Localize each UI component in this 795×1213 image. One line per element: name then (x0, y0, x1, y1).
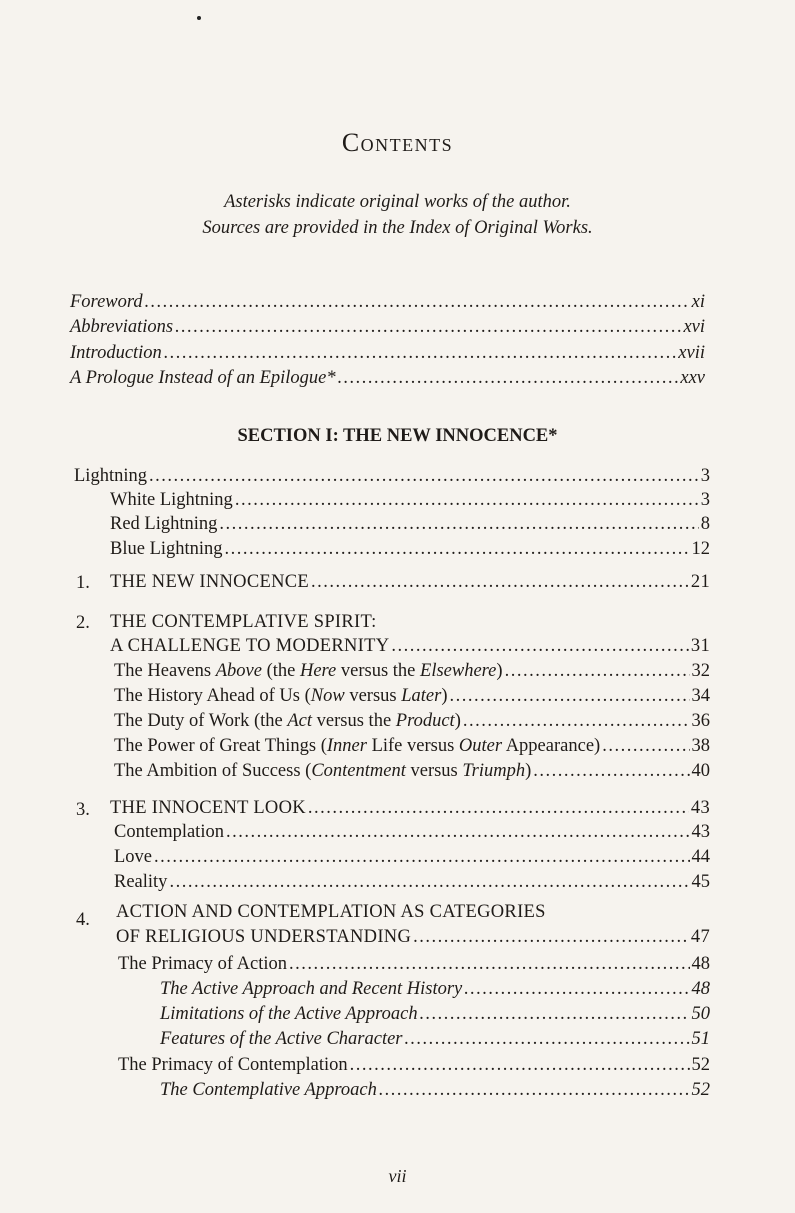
chapter-number: 4. (76, 910, 90, 930)
toc-entry-primacy-of-action[interactable]: The Primacy of Action ..... 48 (118, 952, 710, 976)
toc-entry-ambition-of-success[interactable]: The Ambition of Success (Contentment versus Triumph) ..... 40 (114, 759, 710, 783)
toc-entry-introduction[interactable]: Introduction ..... xvii (70, 341, 705, 365)
toc-entry-foreword[interactable]: Foreword ..... xi (70, 290, 705, 314)
toc-entry-chapter-3[interactable]: THE INNOCENT LOOK ..... 43 (110, 796, 710, 820)
toc-entry-blue-lightning[interactable]: Blue Lightning ..... 12 (110, 537, 710, 561)
page-number: vii (388, 1166, 407, 1186)
toc-entry-features-active-character[interactable]: Features of the Active Character ..... 51 (160, 1027, 710, 1051)
toc-entry-chapter-4[interactable]: OF RELIGIOUS UNDERSTANDING ..... 47 (116, 925, 710, 949)
chapter-number: 2. (76, 613, 90, 633)
toc-entry-red-lightning[interactable]: Red Lightning ..... 8 (110, 512, 710, 536)
toc-entry-prologue[interactable]: A Prologue Instead of an Epilogue* ..... xxv (70, 366, 705, 390)
toc-entry-primacy-of-contemplation[interactable]: The Primacy of Contemplation ..... 52 (118, 1053, 710, 1077)
chapter-number: 1. (76, 573, 90, 593)
toc-entry-chapter-2[interactable]: A CHALLENGE TO MODERNITY ..... 31 (110, 634, 710, 658)
toc-entry-power-of-great-things[interactable]: The Power of Great Things (Inner Life versus Outer Appearance) ..... 38 (114, 734, 710, 758)
section-heading: SECTION I: THE NEW INNOCENCE* (237, 426, 558, 446)
chapter-2-title-line-1: THE CONTEMPLATIVE SPIRIT: (110, 612, 377, 632)
toc-entry-contemplation[interactable]: Contemplation ..... 43 (114, 820, 710, 844)
toc-entry-chapter-1[interactable]: THE NEW INNOCENCE ..... 21 (110, 570, 710, 594)
toc-entry-lightning[interactable]: Lightning ..... 3 (74, 464, 710, 488)
toc-entry-duty-of-work[interactable]: The Duty of Work (the Act versus the Product) ..... 36 (114, 709, 710, 733)
ink-speck (197, 16, 201, 20)
toc-entry-limitations-active-approach[interactable]: Limitations of the Active Approach ..... 50 (160, 1002, 710, 1026)
toc-entry-abbreviations[interactable]: Abbreviations ..... xvi (70, 315, 705, 339)
note-line-2: Sources are provided in the Index of Original Works. (202, 218, 593, 238)
chapter-4-title-line-1: ACTION AND CONTEMPLATION AS CATEGORIES (116, 902, 546, 922)
toc-entry-contemplative-approach[interactable]: The Contemplative Approach ..... 52 (160, 1078, 710, 1102)
page-title: Contents (341, 128, 454, 157)
toc-entry-heavens-above[interactable]: The Heavens Above (the Here versus the Elsewhere) ..... 32 (114, 659, 710, 683)
chapter-number: 3. (76, 800, 90, 820)
toc-entry-history-ahead[interactable]: The History Ahead of Us (Now versus Later) ..... 34 (114, 684, 710, 708)
toc-entry-white-lightning[interactable]: White Lightning ..... 3 (110, 488, 710, 512)
toc-entry-active-approach-recent-history[interactable]: The Active Approach and Recent History ..... 48 (160, 977, 710, 1001)
toc-entry-love[interactable]: Love ..... 44 (114, 845, 710, 869)
toc-entry-reality[interactable]: Reality ..... 45 (114, 870, 710, 894)
note-line-1: Asterisks indicate original works of the author. (224, 192, 571, 212)
